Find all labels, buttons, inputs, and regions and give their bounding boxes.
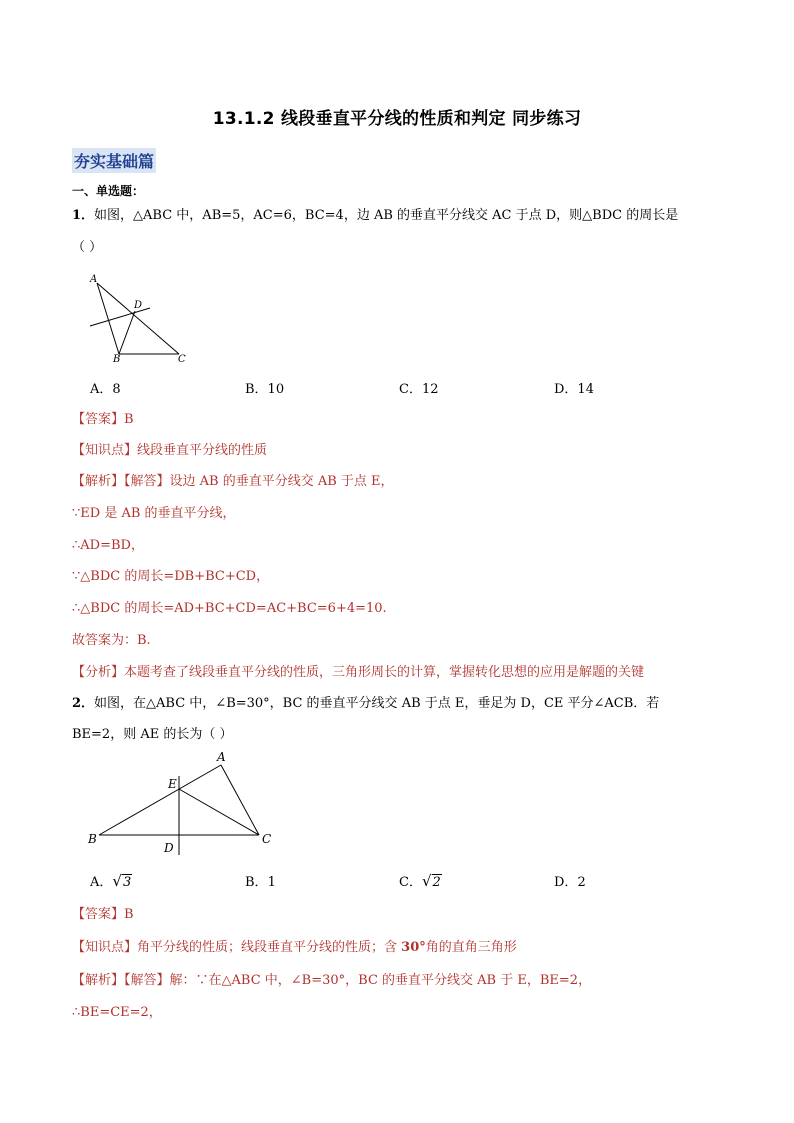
q2-answer-value: B bbox=[124, 907, 134, 922]
q2-label-b: B bbox=[88, 832, 97, 846]
q1-option-c: C．12 bbox=[399, 382, 439, 397]
part-heading: 一、单选题： bbox=[72, 184, 145, 198]
q2-analysis-tag: 【解析】【解答】 bbox=[72, 973, 170, 988]
q1-segment-bd bbox=[119, 311, 135, 354]
q1-option-a: A．8 bbox=[90, 382, 121, 397]
q1-analysis-tag: 【解析】【解答】 bbox=[72, 474, 170, 489]
q2-answer-tag: 【答案】 bbox=[72, 907, 125, 922]
q2-label-e: E bbox=[168, 777, 177, 791]
q2-option-c-radicand: 2 bbox=[432, 875, 441, 890]
q1-answer-tag: 【答案】 bbox=[72, 412, 125, 427]
q1-remark-text: 本题考查了线段垂直平分线的性质，三角形周长的计算，掌握转化思想的应用是解题的关键 bbox=[124, 665, 645, 680]
q1-remark-tag: 【分析】 bbox=[72, 665, 125, 680]
q2-option-c-value bbox=[421, 872, 442, 890]
q2-option-a-radical-sign: √ bbox=[112, 872, 122, 890]
q2-knowledge bbox=[72, 939, 517, 957]
section-heading: 夯实基础篇 bbox=[72, 148, 156, 173]
q1-label-c: C bbox=[178, 354, 186, 365]
q1-analysis-text: 设边 AB 的垂直平分线交 AB 于点 E， bbox=[169, 474, 394, 489]
q1-analysis bbox=[72, 473, 394, 491]
q2-option-a-letter: A． bbox=[90, 875, 113, 890]
q2-option-c bbox=[399, 871, 442, 890]
q2-knowledge-pre: 角平分线的性质；线段垂直平分线的性质；含 bbox=[137, 940, 402, 955]
q1-paren: （ ） bbox=[72, 240, 103, 255]
q1-step-1: ∵ED 是 AB 的垂直平分线， bbox=[72, 506, 236, 521]
q2-option-d bbox=[554, 871, 586, 890]
q1-knowledge-tag: 【知识点】 bbox=[72, 443, 138, 458]
q1-conclusion: 故答案为：B. bbox=[72, 633, 151, 648]
q1-step-2: ∴AD=BD， bbox=[72, 538, 144, 553]
q2-option-d-value: 2 bbox=[577, 875, 586, 890]
q1-number: 1． bbox=[72, 208, 95, 223]
q2-stem-line-1 bbox=[72, 695, 659, 713]
q1-figure bbox=[84, 270, 194, 365]
q1-stem bbox=[72, 207, 678, 225]
q2-analysis-text: 解：∵在△ABC 中，∠B=30°，BC 的垂直平分线交 AB 于 E，BE=2， bbox=[169, 973, 592, 988]
q2-option-c-letter: C． bbox=[399, 875, 422, 890]
q2-option-b-letter: B． bbox=[245, 875, 268, 890]
q2-side-ba bbox=[99, 765, 221, 835]
q2-label-c: C bbox=[262, 832, 272, 846]
q2-label-a: A bbox=[217, 750, 226, 764]
q2-figure bbox=[84, 748, 284, 858]
q2-knowledge-highlight: 30° bbox=[401, 940, 426, 955]
q1-side-ac bbox=[97, 283, 179, 354]
q2-answer bbox=[72, 906, 134, 924]
q1-remark bbox=[72, 664, 644, 682]
q2-text-1: 如图，在△ABC 中，∠B=30°，BC 的垂直平分线交 AB 于点 E，垂足为 D，CE 平分∠ACB．若 bbox=[94, 696, 660, 711]
q2-option-a bbox=[90, 871, 132, 890]
q2-option-a-radicand: 3 bbox=[122, 875, 132, 890]
page-title: 13.1.2 线段垂直平分线的性质和判定 同步练习 bbox=[212, 109, 582, 129]
q2-analysis bbox=[72, 972, 591, 990]
q2-number: 2． bbox=[72, 696, 95, 711]
q2-knowledge-tag: 【知识点】 bbox=[72, 940, 138, 955]
q1-knowledge-text: 线段垂直平分线的性质 bbox=[137, 443, 268, 458]
q1-answer bbox=[72, 411, 134, 429]
q2-option-a-value bbox=[112, 872, 132, 890]
q1-step-3: ∵△BDC 的周长=DB+BC+CD， bbox=[72, 569, 270, 584]
q2-option-b bbox=[245, 871, 276, 890]
q2-option-c-radical-sign: √ bbox=[421, 872, 432, 890]
q1-option-d: D．14 bbox=[554, 382, 594, 397]
q1-step-4: ∴△BDC 的周长=AD+BC+CD=AC+BC=6+4=10. bbox=[72, 601, 387, 616]
q1-answer-value: B bbox=[124, 412, 134, 427]
q1-label-b: B bbox=[113, 354, 121, 365]
q1-option-b: B．10 bbox=[245, 382, 285, 397]
q1-knowledge bbox=[72, 442, 267, 460]
q2-stem-line-2: BE=2，则 AE 的长为（ ） bbox=[72, 727, 233, 742]
q2-step-1: ∴BE=CE=2， bbox=[72, 1005, 162, 1020]
q2-label-d: D bbox=[164, 841, 174, 855]
q1-label-d: D bbox=[134, 300, 143, 311]
q2-knowledge-post: 角的直角三角形 bbox=[425, 940, 517, 955]
q1-text: 如图，△ABC 中，AB=5，AC=6，BC=4，边 AB 的垂直平分线交 AC 于点 D，则△BDC 的周长是 bbox=[94, 208, 679, 223]
q2-option-b-value: 1 bbox=[267, 875, 276, 890]
q1-label-a: A bbox=[90, 274, 98, 285]
q2-option-d-letter: D． bbox=[554, 875, 578, 890]
